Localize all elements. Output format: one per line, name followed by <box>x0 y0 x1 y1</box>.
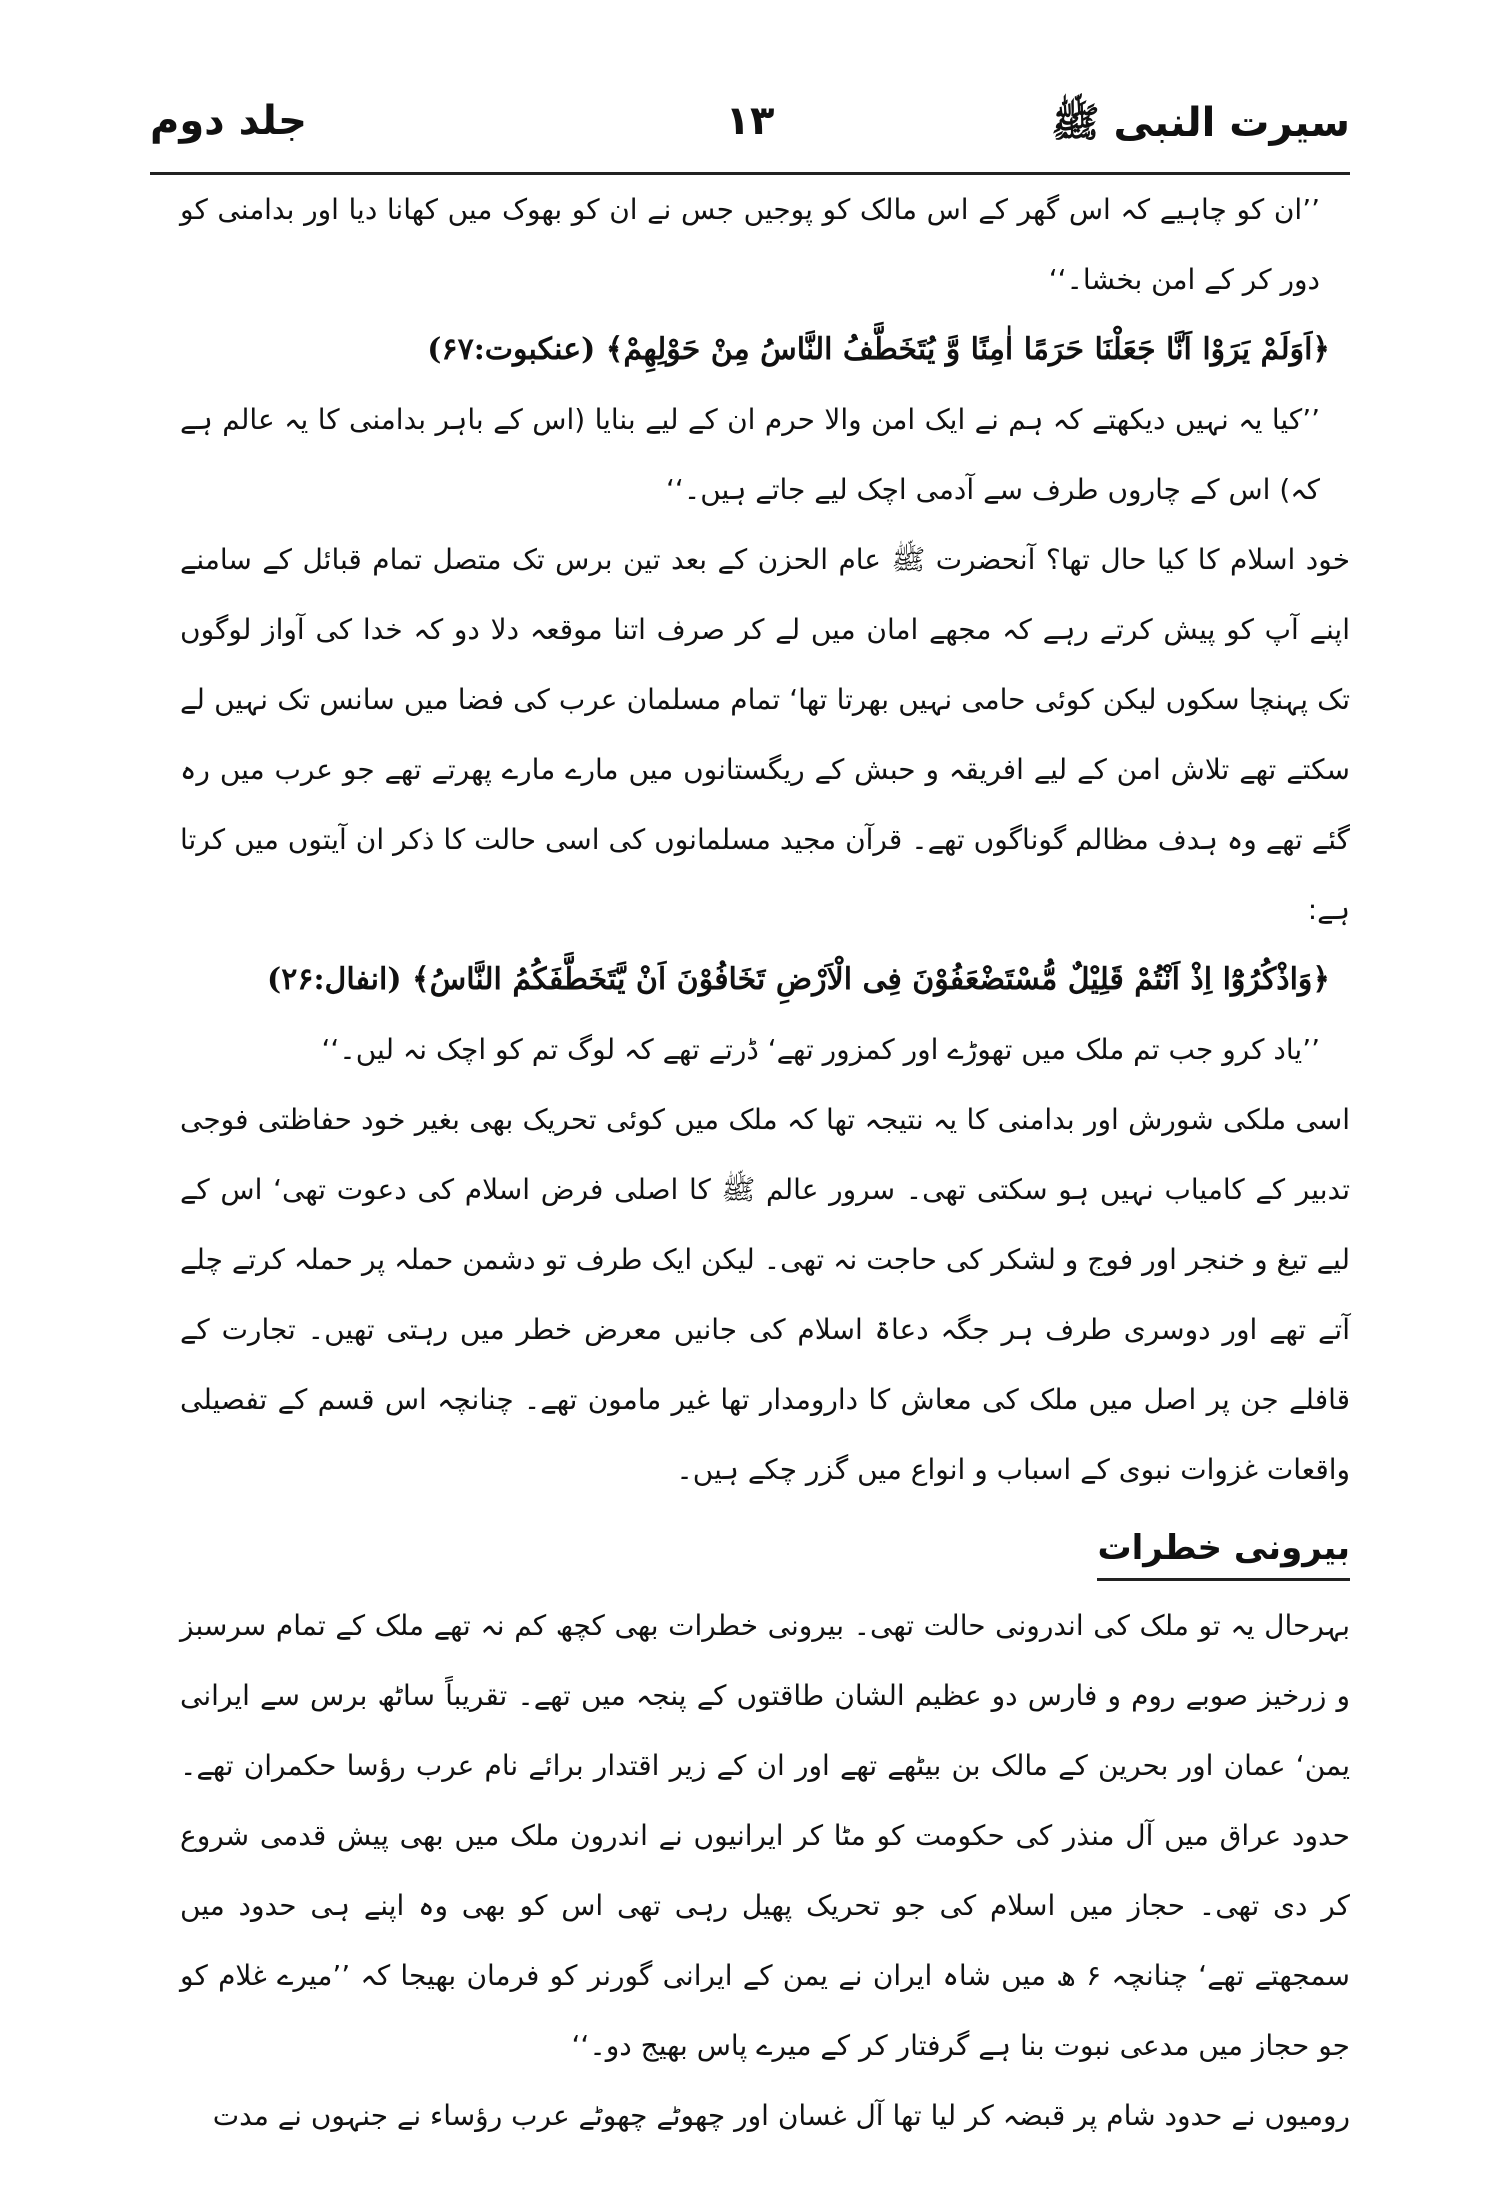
quran-verse <box>180 945 1350 1015</box>
body-paragraph: رومیوں نے حدود شام پر قبضہ کر لیا تھا آل غسان اور چھوٹے چھوٹے عرب رؤساء نے جنہوں نے مدت <box>212 2099 1350 2132</box>
page-number: ۱۳ <box>725 98 775 144</box>
section-heading: بیرونی خطرات <box>1097 1520 1350 1581</box>
verse-reference: (عنکبوت:۶۷) <box>427 332 596 367</box>
volume-label: جلد دوم <box>150 98 307 144</box>
quote-paragraph: ’’یاد کرو جب تم ملک میں تھوڑے اور کمزور تھے‘ ڈرتے تھے کہ لوگ تم کو اچک نہ لیں۔‘‘ <box>321 1033 1320 1066</box>
verse-text: ﴿اَوَلَمْ يَرَوْا اَنَّا جَعَلْنَا حَرَمًا اٰمِنًا وَّ يُتَخَطَّفُ النَّاسُ مِنْ حَوْلِهِمْ﴾ <box>605 332 1330 367</box>
section-heading-wrap <box>180 1515 1350 1585</box>
body-paragraph: خود اسلام کا کیا حال تھا؟ آنحضرت ﷺ عام الحزن کے بعد تین برس تک متصل تمام قبائل کے سامنے اپنے آپ کو پیش کرتے رہے کہ مجھے امان میں لے کر صرف اتنا موقعہ دلا دو کہ خدا کی آواز لوگوں تک پہنچا سکوں لیکن کوئی حامی نہیں بھرتا تھا‘ تمام مسلمان عرب کی فضا میں سانس تک نہیں لے سکتے تھے تلاش امن کے لیے افریقہ و حبش کے ریگستانوں میں مارے مارے پھرتے تھے جو عرب میں رہ گئے تھے وہ ہدف مظالم گوناگوں تھے۔ قرآن مجید مسلمانوں کی اسی حالت کا ذکر ان آیتوں میں کرتا ہے: <box>180 543 1350 926</box>
book-title: سیرت النبی ﷺ <box>1051 100 1350 146</box>
page-body <box>180 175 1350 2151</box>
verse-reference: (انفال:۲۶) <box>267 962 402 997</box>
verse-text: ﴿وَاذْكُرُوْٓا اِذْ اَنْتُمْ قَلِيْلٌ مُّسْتَضْعَفُوْنَ فِى الْاَرْضِ تَخَافُوْنَ اَنْ يَّتَخَطَّفَكُمُ النَّاسُ﴾ <box>412 962 1330 997</box>
page-header <box>150 80 1350 170</box>
body-paragraph: بہرحال یہ تو ملک کی اندرونی حالت تھی۔ بیرونی خطرات بھی کچھ کم نہ تھے ملک کے تمام سرسبز و زرخیز صوبے روم و فارس دو عظیم الشان طاقتوں کے پنجہ میں تھے۔ تقریباً ساٹھ برس سے ایرانی یمن‘ عمان اور بحرین کے مالک بن بیٹھے تھے اور ان کے زیر اقتدار برائے نام عرب رؤسا حکمران تھے۔ حدود عراق میں آل منذر کی حکومت کو مٹا کر ایرانیوں نے اندرون ملک میں بھی پیش قدمی شروع کر دی تھی۔ حجاز میں اسلام کی جو تحریک پھیل رہی تھی اس کو بھی وہ اپنے ہی حدود میں سمجھتے تھے‘ چنانچہ ۶ ھ میں شاہ ایران نے یمن کے ایرانی گورنر کو فرمان بھیجا کہ ’’میرے غلام کو جو حجاز میں مدعی نبوت بنا ہے گرفتار کر کے میرے پاس بھیج دو۔‘‘ <box>180 1609 1350 2062</box>
quote-paragraph: ’’ان کو چاہیے کہ اس گھر کے اس مالک کو پوجیں جس نے ان کو بھوک میں کھانا دیا اور بدامنی کو دور کر کے امن بخشا۔‘‘ <box>180 193 1320 296</box>
quran-verse <box>180 315 1350 385</box>
quote-paragraph: ’’کیا یہ نہیں دیکھتے کہ ہم نے ایک امن والا حرم ان کے لیے بنایا (اس کے باہر بدامنی کا یہ عالم ہے کہ) اس کے چاروں طرف سے آدمی اچک لیے جاتے ہیں۔‘‘ <box>180 403 1320 506</box>
body-paragraph: اسی ملکی شورش اور بدامنی کا یہ نتیجہ تھا کہ ملک میں کوئی تحریک بھی بغیر خود حفاظتی فوجی تدبیر کے کامیاب نہیں ہو سکتی تھی۔ سرور عالم ﷺ کا اصلی فرض اسلام کی دعوت تھی‘ اس کے لیے تیغ و خنجر اور فوج و لشکر کی حاجت نہ تھی۔ لیکن ایک طرف تو دشمن حملہ پر حملہ کرتے چلے آتے تھے اور دوسری طرف ہر جگہ دعاۃ اسلام کی جانیں معرض خطر میں رہتی تھیں۔ تجارت کے قافلے جن پر اصل میں ملک کی معاش کا دارومدار تھا غیر مامون تھے۔ چنانچہ اس قسم کے تفصیلی واقعات غزوات نبوی کے اسباب و انواع میں گزر چکے ہیں۔ <box>180 1103 1350 1486</box>
